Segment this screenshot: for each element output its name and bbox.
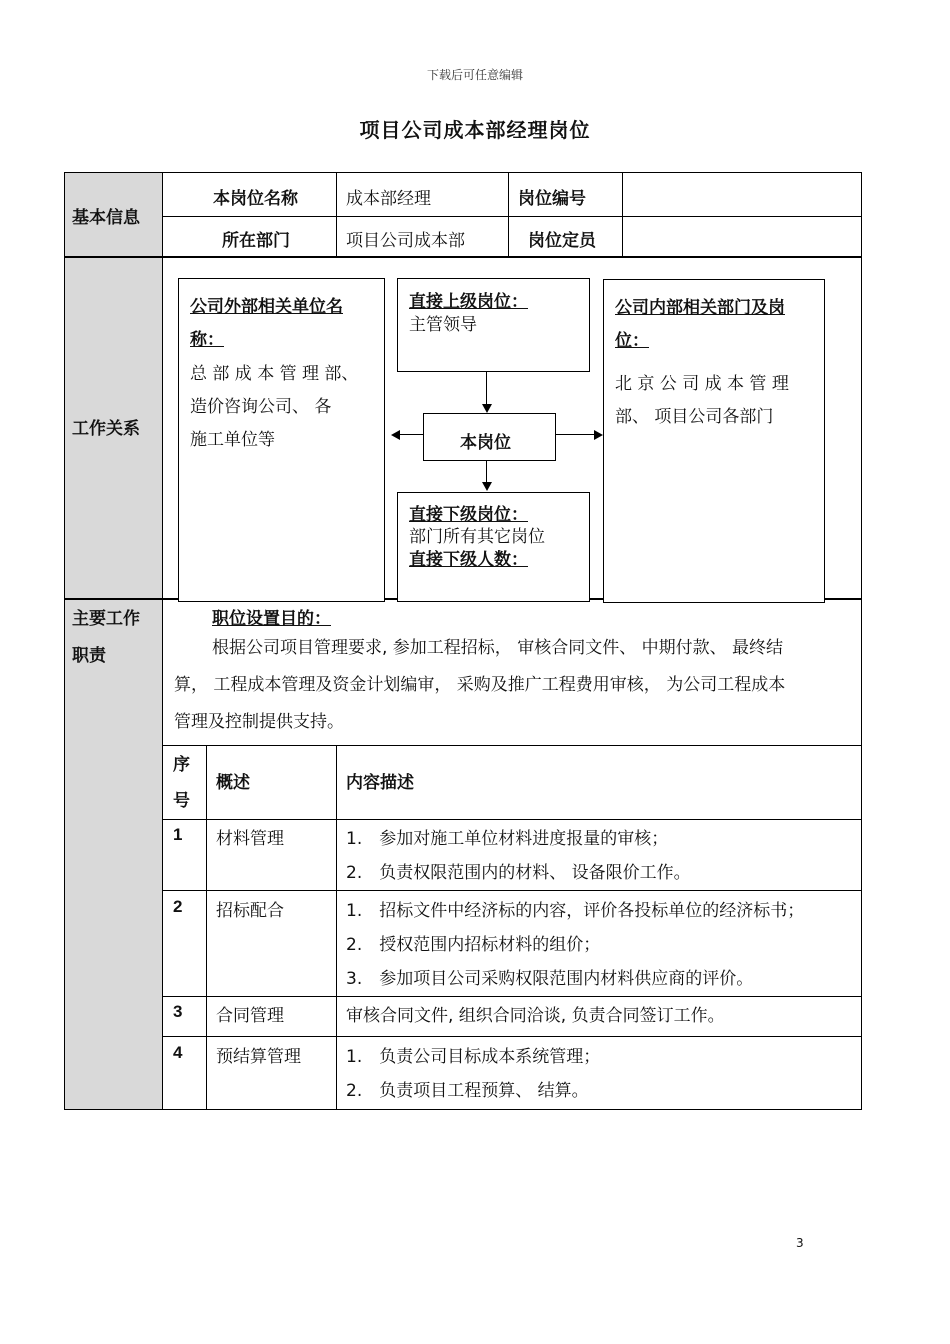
col-header-description: 内容描述 [346,773,414,793]
this-post-label: 本岗位 [460,433,511,453]
divider [65,256,861,258]
document-title: 项目公司成本部经理岗位 [359,118,591,142]
internal-depts-heading-cont: 位： [615,331,649,351]
superior-heading: 直接上级岗位： [409,292,528,312]
superior-value: 主管领导 [409,315,477,335]
subordinate-count-label: 直接下级人数： [409,550,528,570]
divider [206,745,207,1109]
row-item: 3. 参加项目公司采购权限范围内材料供应商的评价。 [346,969,754,989]
row-item: 1. 参加对施工单位材料进度报量的审核； [346,829,669,849]
divider [162,890,861,891]
divider [622,173,623,256]
purpose-heading: 职位设置目的： [212,609,331,629]
external-units-heading-cont: 称： [190,330,224,350]
post-name-label: 本岗位名称 [213,189,298,209]
row-item: 审核合同文件, 组织合同洽谈, 负责合同签订工作。 [346,1006,725,1026]
row-summary: 预结算管理 [216,1047,301,1067]
post-code-label: 岗位编号 [518,189,586,209]
post-name-value: 成本部经理 [346,189,431,209]
department-value: 项目公司成本部 [346,231,465,251]
divider [508,173,509,256]
external-units-heading: 公司外部相关单位名 [190,297,343,317]
row-number: 4 [173,1043,183,1062]
row-item: 2. 负责权限范围内的材料、 设备限价工作。 [346,863,691,883]
arrow-line [486,461,487,483]
divider [162,1036,861,1037]
section-label-relations: 工作关系 [72,419,140,439]
row-item: 1. 负责公司目标成本系统管理； [346,1047,601,1067]
row-summary: 招标配合 [216,901,284,921]
divider [162,216,861,217]
divider [162,819,861,820]
divider [336,173,337,256]
external-units-line: 施工单位等 [190,430,275,450]
headcount-label: 岗位定员 [528,231,596,251]
col-header-summary: 概述 [216,773,250,793]
divider [162,745,861,746]
arrow-down-icon [482,404,492,413]
row-summary: 合同管理 [216,1006,284,1026]
row-item: 2. 负责项目工程预算、 结算。 [346,1081,589,1101]
subordinate-heading: 直接下级岗位： [409,505,528,525]
department-label: 所在部门 [222,231,290,251]
section-label-basic: 基本信息 [72,208,140,228]
purpose-line: 算， 工程成本管理及资金计划编审， 采购及推广工程费用审核， 为公司工程成本 [174,675,786,695]
row-number: 3 [173,1002,183,1021]
arrow-right-icon [594,430,603,440]
arrow-line [399,434,423,435]
divider [162,173,163,1109]
purpose-line: 根据公司项目管理要求, 参加工程招标， 审核合同文件、 中期付款、 最终结 [212,638,784,658]
section-label-duties: 主要工作 [72,609,140,629]
arrow-line [486,372,487,405]
internal-depts-heading: 公司内部相关部门及岗 [615,298,785,318]
row-item: 2. 授权范围内招标材料的组价； [346,935,601,955]
divider [336,745,337,1109]
row-number: 2 [173,897,183,916]
external-units-line: 总 部 成 本 管 理 部、 [190,364,359,384]
arrow-down-icon [482,482,492,491]
internal-depts-line: 部、 项目公司各部门 [615,407,774,427]
subordinate-value: 部门所有其它岗位 [409,527,545,547]
row-item: 1. 招标文件中经济标的内容，评价各投标单位的经济标书； [346,901,805,921]
purpose-line: 管理及控制提供支持。 [174,712,344,732]
divider [162,996,861,997]
col-header-seq: 序 [173,755,190,775]
header-note: 下载后可任意编辑 [426,68,523,82]
page-number: 3 [796,1236,804,1250]
section-label-duties-cont: 职责 [72,646,106,666]
internal-depts-line: 北 京 公 司 成 本 管 理 [615,374,789,394]
row-number: 1 [173,825,183,844]
col-header-seq-cont: 号 [173,791,190,811]
arrow-line [556,434,594,435]
external-units-line: 造价咨询公司、 各 [190,397,332,417]
arrow-left-icon [391,430,400,440]
row-summary: 材料管理 [216,829,284,849]
